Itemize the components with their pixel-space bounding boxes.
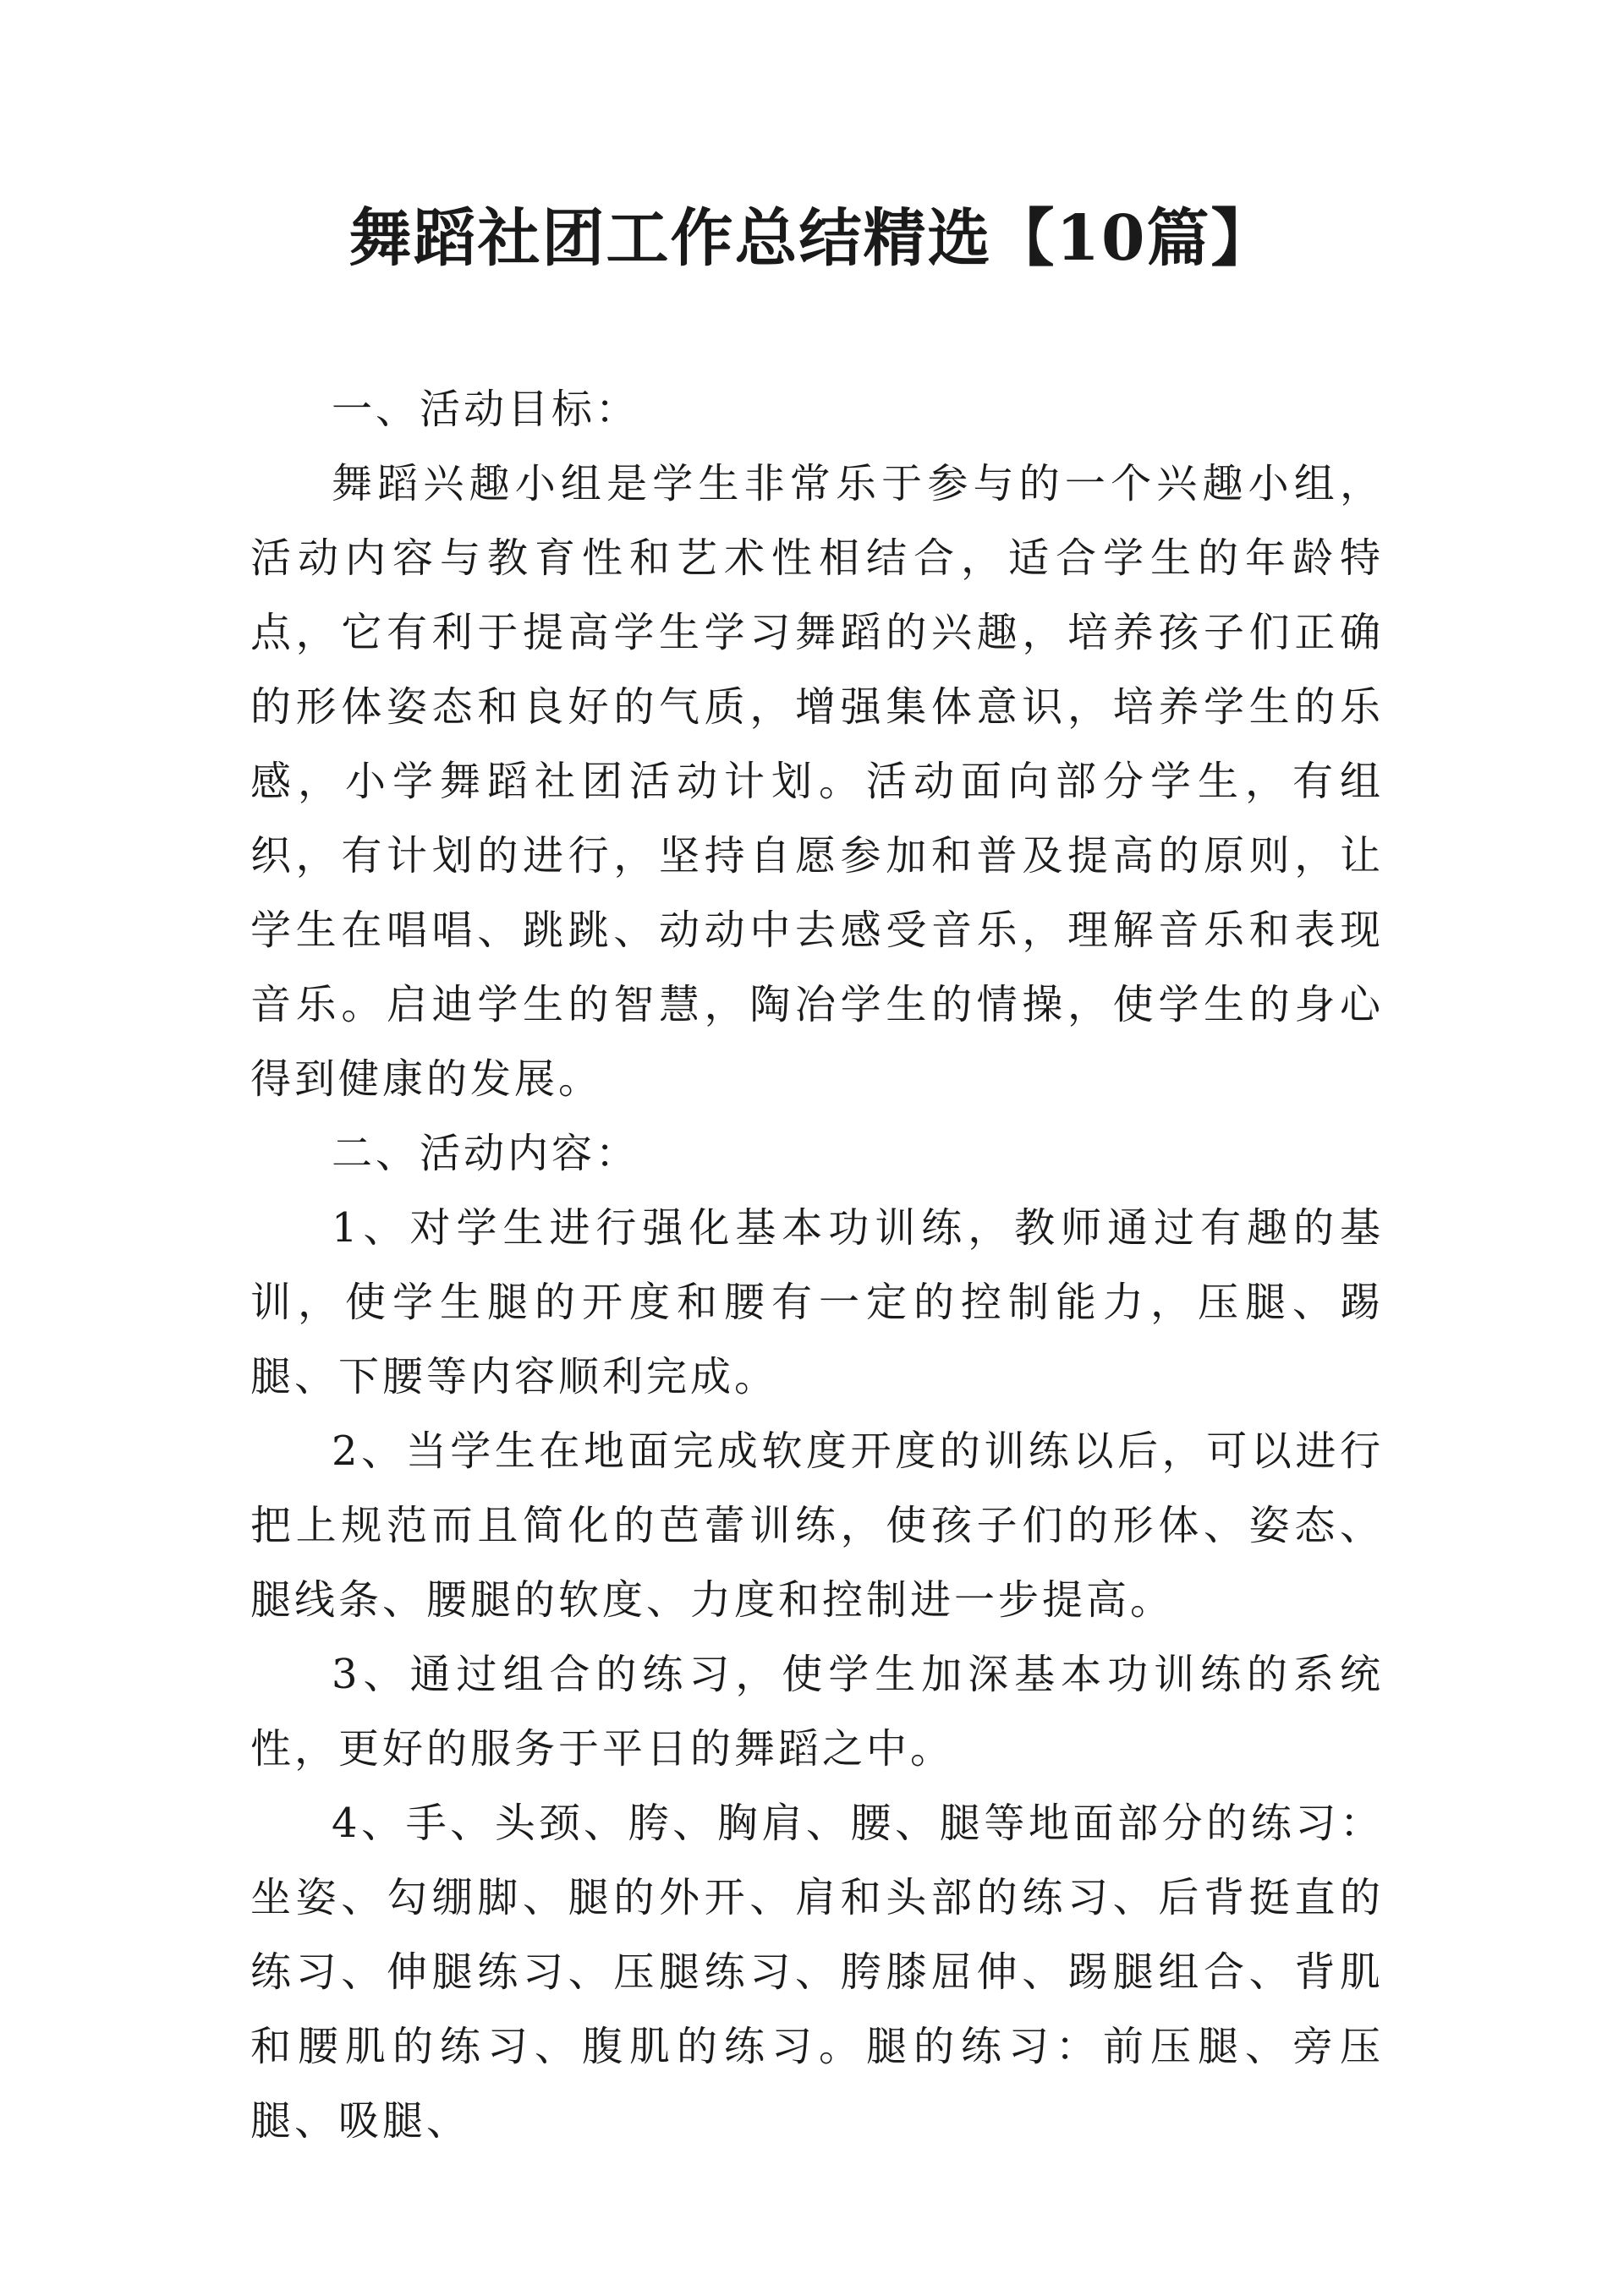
paragraph-content-4: 4、手、头颈、胯、胸肩、腰、腿等地面部分的练习：坐姿、勾绷脚、腿的外开、肩和头部的练习、后背挺直的练习、伸腿练习、压腿练习、胯膝屈伸、踢腿组合、背肌和腰肌的练习、腹肌的练习。腿的练习：前压腿、旁压腿、吸腿、 — [250, 1800, 1384, 2145]
paragraph-content-2: 2、当学生在地面完成软度开度的训练以后，可以进行把上规范而且简化的芭蕾训练，使孩子们的形体、姿态、腿线条、腰腿的软度、力度和控制进一步提高。 — [250, 1427, 1384, 1624]
paragraph-content-3: 3、通过组合的练习，使学生加深基本功训练的系统性，更好的服务于平日的舞蹈之中。 — [250, 1651, 1384, 1773]
paragraph-content-1: 1、对学生进行强化基本功训练，教师通过有趣的基训，使学生腿的开度和腰有一定的控制能力，压腿、踢腿、下腰等内容顺利完成。 — [250, 1204, 1384, 1400]
section-heading-content: 二、活动内容： — [332, 1130, 640, 1177]
document-title: 舞蹈社团工作总结精选【10篇】 — [348, 202, 1276, 275]
section-heading-goals: 一、活动目标： — [332, 386, 640, 433]
document-body — [250, 372, 1384, 2158]
paragraph-goals: 舞蹈兴趣小组是学生非常乐于参与的一个兴趣小组，活动内容与教育性和艺术性相结合，适合学生的年龄特点，它有利于提高学生学习舞蹈的兴趣，培养孩子们正确的形体姿态和良好的气质，增强集体意识，培养学生的乐感，小学舞蹈社团活动计划。活动面向部分学生，有组织，有计划的进行，坚持自愿参加和普及提高的原则，让学生在唱唱、跳跳、动动中去感受音乐，理解音乐和表现音乐。启迪学生的智慧，陶冶学生的情操，使学生的身心得到健康的发展。 — [250, 460, 1384, 1103]
